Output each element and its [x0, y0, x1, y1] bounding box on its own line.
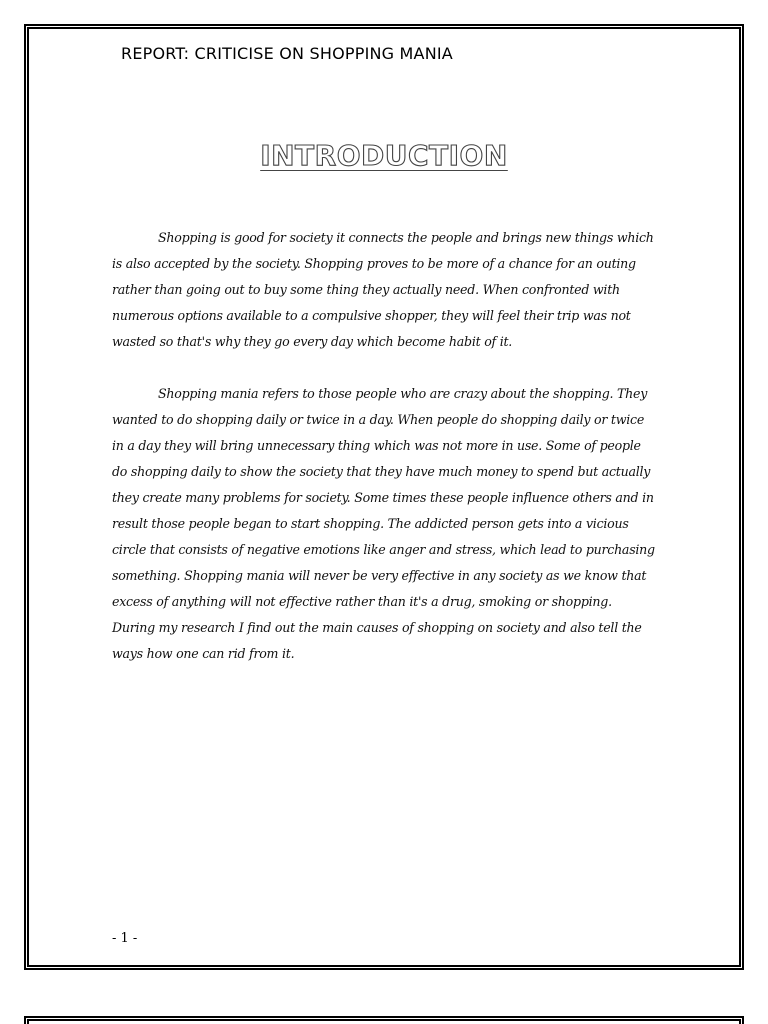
paragraph-2: Shopping mania refers to those people who are crazy about the shopping. They wanted to do shopping daily or twice in a day. When people do shopping daily or twice in a day they will bring unnecessary thing which was not more in use. Some of people do shopping daily to show the society that they have much money to spend but actually they create many problems for society. Some times these people influence others and in result those people began to start shopping. The addicted person gets into a vicious circle that consists of negative emotions like anger and stress, which lead to purchasing something. Shopping mania will never be very effective in any society as we know that excess of anything will not effective rather than it's a drug, smoking or shopping. During my research I find out the main causes of shopping on society and also tell the ways how one can rid from it. [112, 386, 655, 661]
paragraph-1: Shopping is good for society it connects the people and brings new things which is also accepted by the society. Shopping proves to be more of a chance for an outing rather than going out to buy some thing they actually need. When confronted with numerous options available to a compulsive shopper, they will feel their trip was not wasted so that's why they go every day which become habit of it. [112, 230, 654, 349]
introduction-heading: INTRODUCTION [260, 139, 508, 172]
page-number: - 1 - [112, 931, 138, 946]
report-title: REPORT: CRITICISE ON SHOPPING MANIA [121, 44, 453, 63]
section-heading [0, 139, 768, 172]
next-page-border [24, 1016, 744, 1024]
